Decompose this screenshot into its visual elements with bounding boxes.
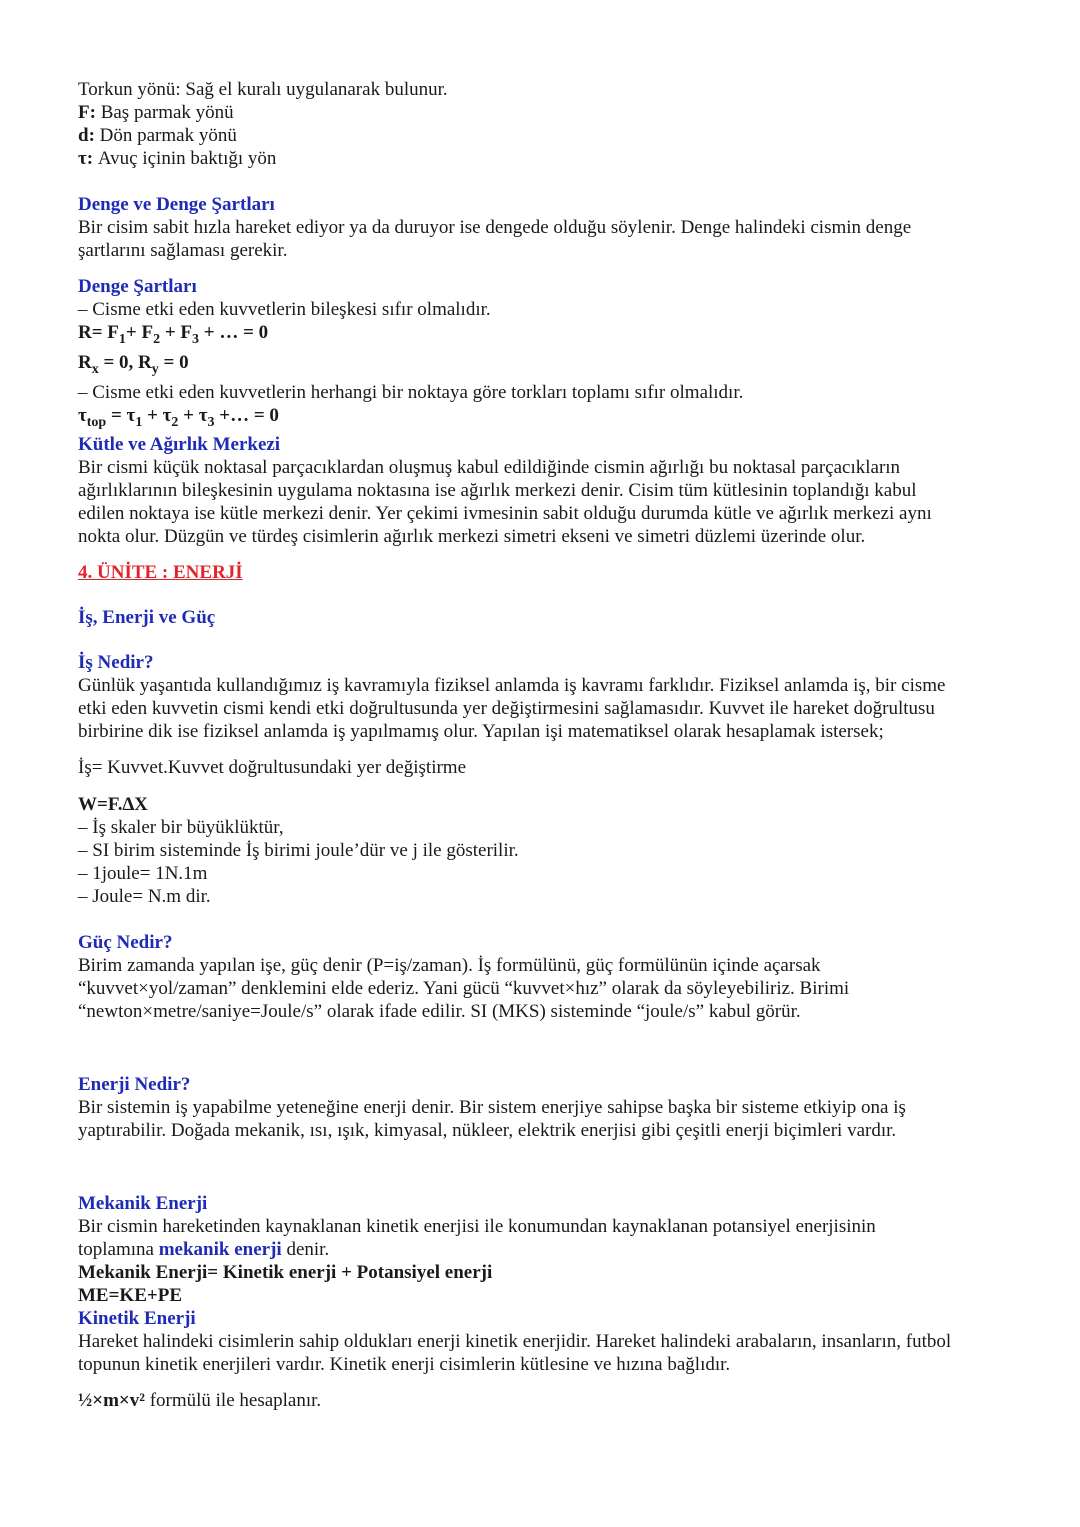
resultant-formula: $R= F_1+ F_2 + F_3$ + … = 0 [78,322,269,347]
is-bullet: – Joule= N.m dir. [78,886,211,908]
is-bullet: – SI birim sisteminde İş birimi joule’dür ve j ile gösterilir. [78,840,519,862]
guc-paragraph-line: “newton×metre/saniye=Joule/s” olarak ifade edilir. SI (MKS) sisteminde “joule/s” kabul görür. [78,1001,801,1023]
enerji-paragraph-line: yaptırabilir. Doğada mekanik, ısı, ışık, kimyasal, nükleer, elektrik enerjisi gibi çeşitli enerji biçimleri vardır. [78,1120,897,1142]
mekanik-paragraph-line: Bir cismin hareketinden kaynaklanan kinetik enerjisi ile konumundan kaynaklanan potansiyel enerjisinin [78,1216,876,1238]
kutle-heading: Kütle ve Ağırlık Merkezi [78,434,281,456]
torque-direction-text: Torkun yönü: Sağ el kuralı uygulanarak bulunur. [78,79,448,100]
is-bullet: – 1joule= 1N.1m [78,863,208,885]
guc-nedir-heading: Güç Nedir? [78,932,173,954]
enerji-nedir-heading: Enerji Nedir? [78,1074,191,1096]
torque-f-line: F: Baş parmak yönü [78,102,234,123]
unit-heading: 4. ÜNİTE : ENERJİ [78,562,243,584]
denge-paragraph-line: Bir cisim sabit hızla hareket ediyor ya da duruyor ise dengede olduğu söylenir. Denge halindeki cismin denge [78,217,912,238]
kutle-paragraph-line: Bir cismi küçük noktasal parçacıklardan oluşmuş kabul edildiğinde cismin ağırlığı bu noktasal parçacıkların [78,457,901,479]
denge-sartlari-heading: Denge Şartları [78,276,197,297]
mekanik-paragraph-line: toplamına mekanik enerji denir. [78,1239,330,1261]
kinetik-enerji-heading: Kinetik Enerji [78,1308,196,1330]
guc-paragraph-line: “kuvvet×yol/zaman” denklemini elde ederiz. Yani gücü “kuvvet×hız” olarak da söyleyebiliriz. Birimi [78,978,850,1000]
condition-item: – Cisme etki eden kuvvetlerin bileşkesi sıfır olmalıdır. [78,299,491,320]
is-bullet: – İş skaler bir büyüklüktür, [78,817,284,839]
work-formula: W=F.∆X [78,794,148,816]
denge-paragraph-line: şartlarını sağlaması gerekir. [78,240,288,261]
torque-sum-formula: $\tau_{top} = \tau_1 + \tau_2 + \tau_3$ +… = 0 [78,404,279,430]
kinetik-formula-line: ½×m×v² formülü ile hesaplanır. [78,1390,322,1412]
kinetik-paragraph-line: Hareket halindeki cisimlerin sahip oldukları enerji kinetik enerjidir. Hareket halindeki arabaların, insanların, futbol [78,1331,952,1353]
mekanik-enerji-term: mekanik enerji [158,1239,282,1261]
torque-d-line: d: Dön parmak yönü [78,125,237,146]
is-formula-text: İş= Kuvvet.Kuvvet doğrultusundaki yer değiştirme [78,757,467,779]
kinetik-paragraph-line: topunun kinetik enerjileri vardır. Kinetik enerji cisimlerin kütlesine ve hızına bağlıdır. [78,1354,731,1376]
is-enerji-guc-heading: İş, Enerji ve Güç [78,607,216,629]
enerji-paragraph-line: Bir sistemin iş yapabilme yeteneğine enerji denir. Bir sistem enerjiye sahipse başka bir sisteme etkiyip ona iş [78,1097,906,1119]
kutle-paragraph-line: ağırlıklarının bileşkesinin uygulama noktasına ise ağırlık merkezi denir. Cisim tüm kütlesinin toplandığı kabul [78,480,917,502]
component-formula: $R_x = 0$, $R_y = 0$ [78,351,189,377]
is-nedir-heading: İş Nedir? [78,652,154,674]
guc-paragraph-line: Birim zamanda yapılan işe, güç denir (P=iş/zaman). İş formülünü, güç formülünün içinde açarsak [78,955,821,977]
denge-heading: Denge ve Denge Şartları [78,194,275,215]
mekanik-formula: Mekanik Enerji= Kinetik enerji + Potansiyel enerji [78,1262,493,1284]
kutle-paragraph-line: edilen noktaya ise kütle merkezi denir. Yer çekimi ivmesinin sabit olduğu durumda kütle ve ağırlık merkezi aynı [78,503,932,525]
kinetic-formula: ½×m×v² [78,1390,145,1412]
torque-t-line: τ: Avuç içinin baktığı yön [78,148,277,169]
is-paragraph-line: Günlük yaşantıda kullandığımız iş kavramıyla fiziksel anlamda iş kavramı farklıdır. Fiziksel anlamda iş, bir cisme [78,675,946,697]
me-formula: ME=KE+PE [78,1285,182,1307]
is-paragraph-line: birbirine dik ise fiziksel anlamda iş yapılmamış olur. Yapılan işi matematiksel olarak hesaplamak istersek; [78,721,884,743]
condition-item: – Cisme etki eden kuvvetlerin herhangi bir noktaya göre torkları toplamı sıfır olmalıdır. [78,381,744,403]
mekanik-enerji-heading: Mekanik Enerji [78,1193,208,1215]
is-paragraph-line: etki eden kuvvetin cismi kendi etki doğrultusunda yer değiştirmesini sağlamasıdır. Kuvvet ile hareket doğrultusu [78,698,935,720]
kutle-paragraph-line: nokta olur. Düzgün ve türdeş cisimlerin ağırlık merkezi simetri ekseni ve simetri düzlemi üzerinde olur. [78,526,866,548]
